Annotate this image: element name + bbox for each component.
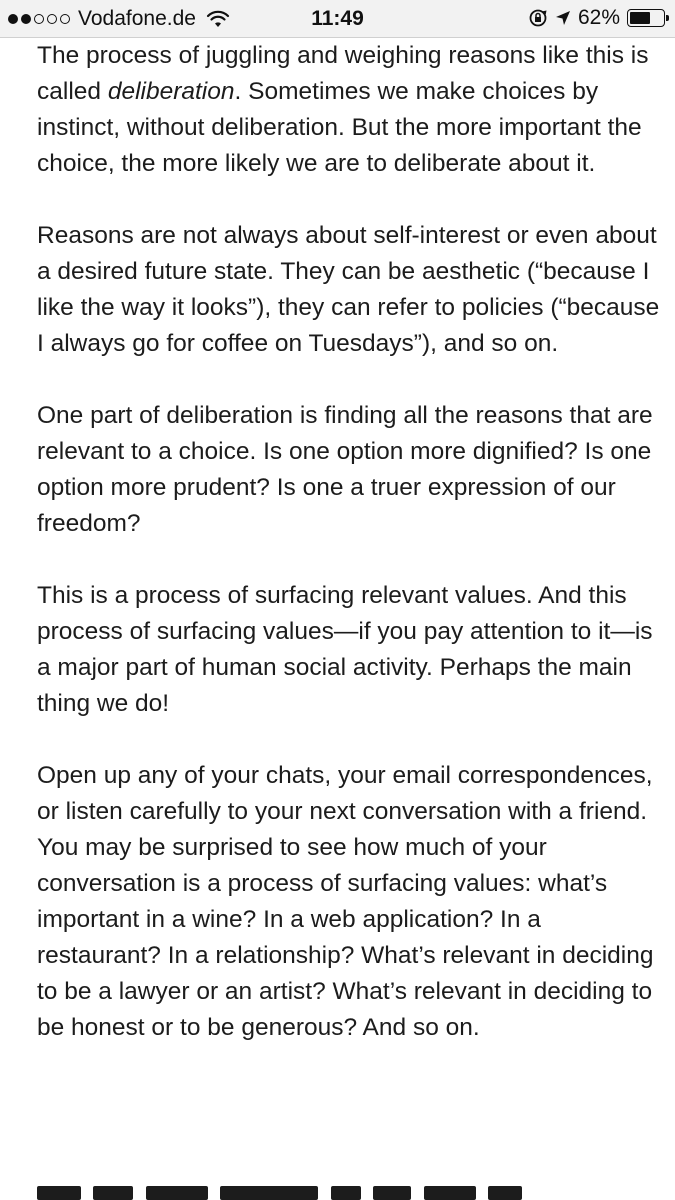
- status-bar: [0, 0, 675, 38]
- cut-off-word: [331, 1186, 361, 1200]
- battery-icon: [627, 9, 665, 27]
- carrier-name: Vodafone.de: [78, 7, 196, 30]
- status-time: 11:49: [311, 7, 364, 30]
- paragraph-surfacing-values: This is a process of surfacing relevant values. And this process of surfacing values—if you pay attention to it—is a major part of human social activity. Perhaps the main thing we do!: [37, 582, 653, 717]
- cut-off-word: [424, 1186, 476, 1200]
- battery-fill: [630, 12, 650, 24]
- rotation-lock-icon: [528, 8, 548, 28]
- paragraph-deliberation: [37, 38, 669, 182]
- paragraph-finding-reasons: One part of deliberation is finding all the reasons that are relevant to a choice. Is one option more dignified? Is one option more prudent? Is one a truer expression of our freedom?: [37, 402, 653, 537]
- cut-off-word: [146, 1186, 208, 1200]
- emphasis-deliberation: deliberation: [107, 78, 235, 105]
- cut-off-word: [373, 1186, 411, 1200]
- battery-percent: 62%: [577, 6, 620, 29]
- cut-off-word: [93, 1186, 133, 1200]
- status-right: [528, 6, 665, 30]
- cut-off-word: [488, 1186, 522, 1200]
- paragraph-reasons: Reasons are not always about self-interest or even about a desired future state. They can be aesthetic (“because I like the way it looks”), they can refer to policies (“because I always go for coffee on Tuesdays”), and so on.: [37, 222, 660, 357]
- paragraph-chats: Open up any of your chats, your email correspondences, or listen carefully to your next conversation with a friend. You may be surprised to see how much of your conversation is a process of surfacing values: what’s important in a wine? In a web application? In a restaurant? In a relationship? What’s relevant in deciding to be a lawyer or an artist? What’s relevant in deciding to be honest or to be generous? And so on.: [37, 762, 654, 1041]
- cut-off-word: [37, 1186, 81, 1200]
- paragraph-text: . Sometimes we make choices by instinct, without deliberation. But the more important the choice, the more likely we are to deliberate about it.: [37, 78, 642, 177]
- cut-off-next-line: [37, 1186, 637, 1200]
- battery-tip: [666, 15, 669, 21]
- paragraph-text: The process of juggling and weighing reasons like this is called: [37, 42, 649, 105]
- cut-off-word: [220, 1186, 318, 1200]
- article-body: [37, 38, 669, 1082]
- location-arrow-icon: [555, 10, 571, 26]
